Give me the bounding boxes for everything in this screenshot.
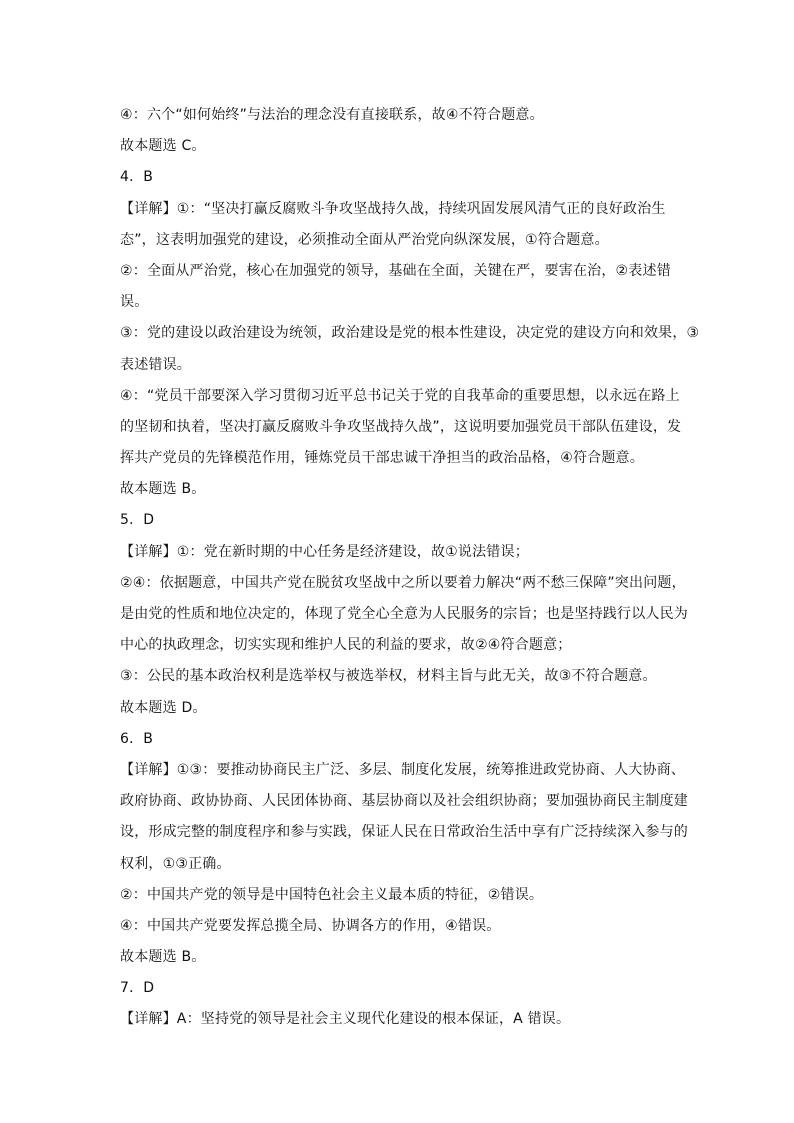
text-line: ④：六个“如何始终”与法治的理念没有直接联系，故④不符合题意。 bbox=[120, 107, 544, 123]
text-line: ②：中国共产党的领导是中国特色社会主义最本质的特征，②错误。 bbox=[120, 886, 544, 903]
text-line: 是由党的性质和地位决定的，体现了党全心全意为人民服务的宗旨；也是坚持践行以人民为 bbox=[120, 606, 688, 622]
text-line: 设，形成完整的制度程序和参与实践，保证人民在日常政治生活中享有广泛持续深入参与的 bbox=[120, 824, 688, 841]
text-line: 故本题选 B。 bbox=[120, 949, 206, 966]
text-line: ④：中国共产党要发挥总揽全局、协调各方的作用，④错误。 bbox=[120, 917, 501, 934]
text-line: 政府协商、政协协商、人民团体协商、基层协商以及社会组织协商；要加强协商民主制度建 bbox=[120, 793, 688, 810]
text-line: 表述错误。 bbox=[120, 356, 191, 373]
text-line: ②④：依据题意，中国共产党在脱贫攻坚战中之所以要着力解决“两不愁三保障”突出问题， bbox=[120, 574, 686, 591]
question-number: 6．B bbox=[120, 730, 154, 747]
text-line: 挥共产党员的先锋模范作用，锤炼党员干部忠诚干净担当的政治品格，④符合题意。 bbox=[120, 450, 644, 467]
text-line: 中心的执政理念，切实实现和维护人民的利益的要求，故②④符合题意； bbox=[120, 637, 572, 654]
text-line: ③：公民的基本政治权利是选举权与被选举权，材料主旨与此无关，故③不符合题意。 bbox=[120, 668, 657, 685]
text-line: 故本题选 D。 bbox=[120, 699, 207, 716]
text-line: 【详解】①③：要推动协商民主广泛、多层、制度化发展，统筹推进政党协商、人大协商、 bbox=[120, 761, 686, 778]
text-line: 权利，①③正确。 bbox=[120, 855, 231, 872]
text-line: 故本题选 B。 bbox=[120, 481, 206, 498]
text-line: ④：“党员干部要深入学习贯彻习近平总书记关于党的自我革命的重要思想，以永远在路上 bbox=[120, 387, 680, 404]
text-line: 故本题选 C。 bbox=[120, 138, 206, 155]
text-line: ②：全面从严治党，核心在加强党的领导，基础在全面，关键在严，要害在治，②表述错 bbox=[120, 262, 671, 279]
text-line: 误。 bbox=[120, 294, 149, 311]
document-body bbox=[120, 100, 700, 1036]
text-line: 【详解】①：“坚决打赢反腐败斗争攻坚战持久战，持续巩固发展风清气正的良好政治生 bbox=[120, 200, 666, 217]
text-line: 态”，这表明加强党的建设，必须推动全面从严治党向纵深发展，①符合题意。 bbox=[120, 231, 609, 248]
text-line: 【详解】A：坚持党的领导是社会主义现代化建设的根本保证，A 错误。 bbox=[120, 1011, 571, 1028]
question-number: 7．D bbox=[120, 980, 155, 997]
text-line: ③：党的建设以政治建设为统领，政治建设是党的根本性建设，决定党的建设方向和效果，③ bbox=[120, 325, 700, 342]
question-number: 4．B bbox=[120, 169, 154, 186]
text-line: 【详解】①：党在新时期的中心任务是经济建设，故①说法错误； bbox=[120, 543, 529, 560]
question-number: 5．D bbox=[120, 512, 155, 529]
text-line: 的坚韧和执着，坚决打赢反腐败斗争攻坚战持久战”，这说明要加强党员干部队伍建设，发 bbox=[120, 418, 682, 435]
